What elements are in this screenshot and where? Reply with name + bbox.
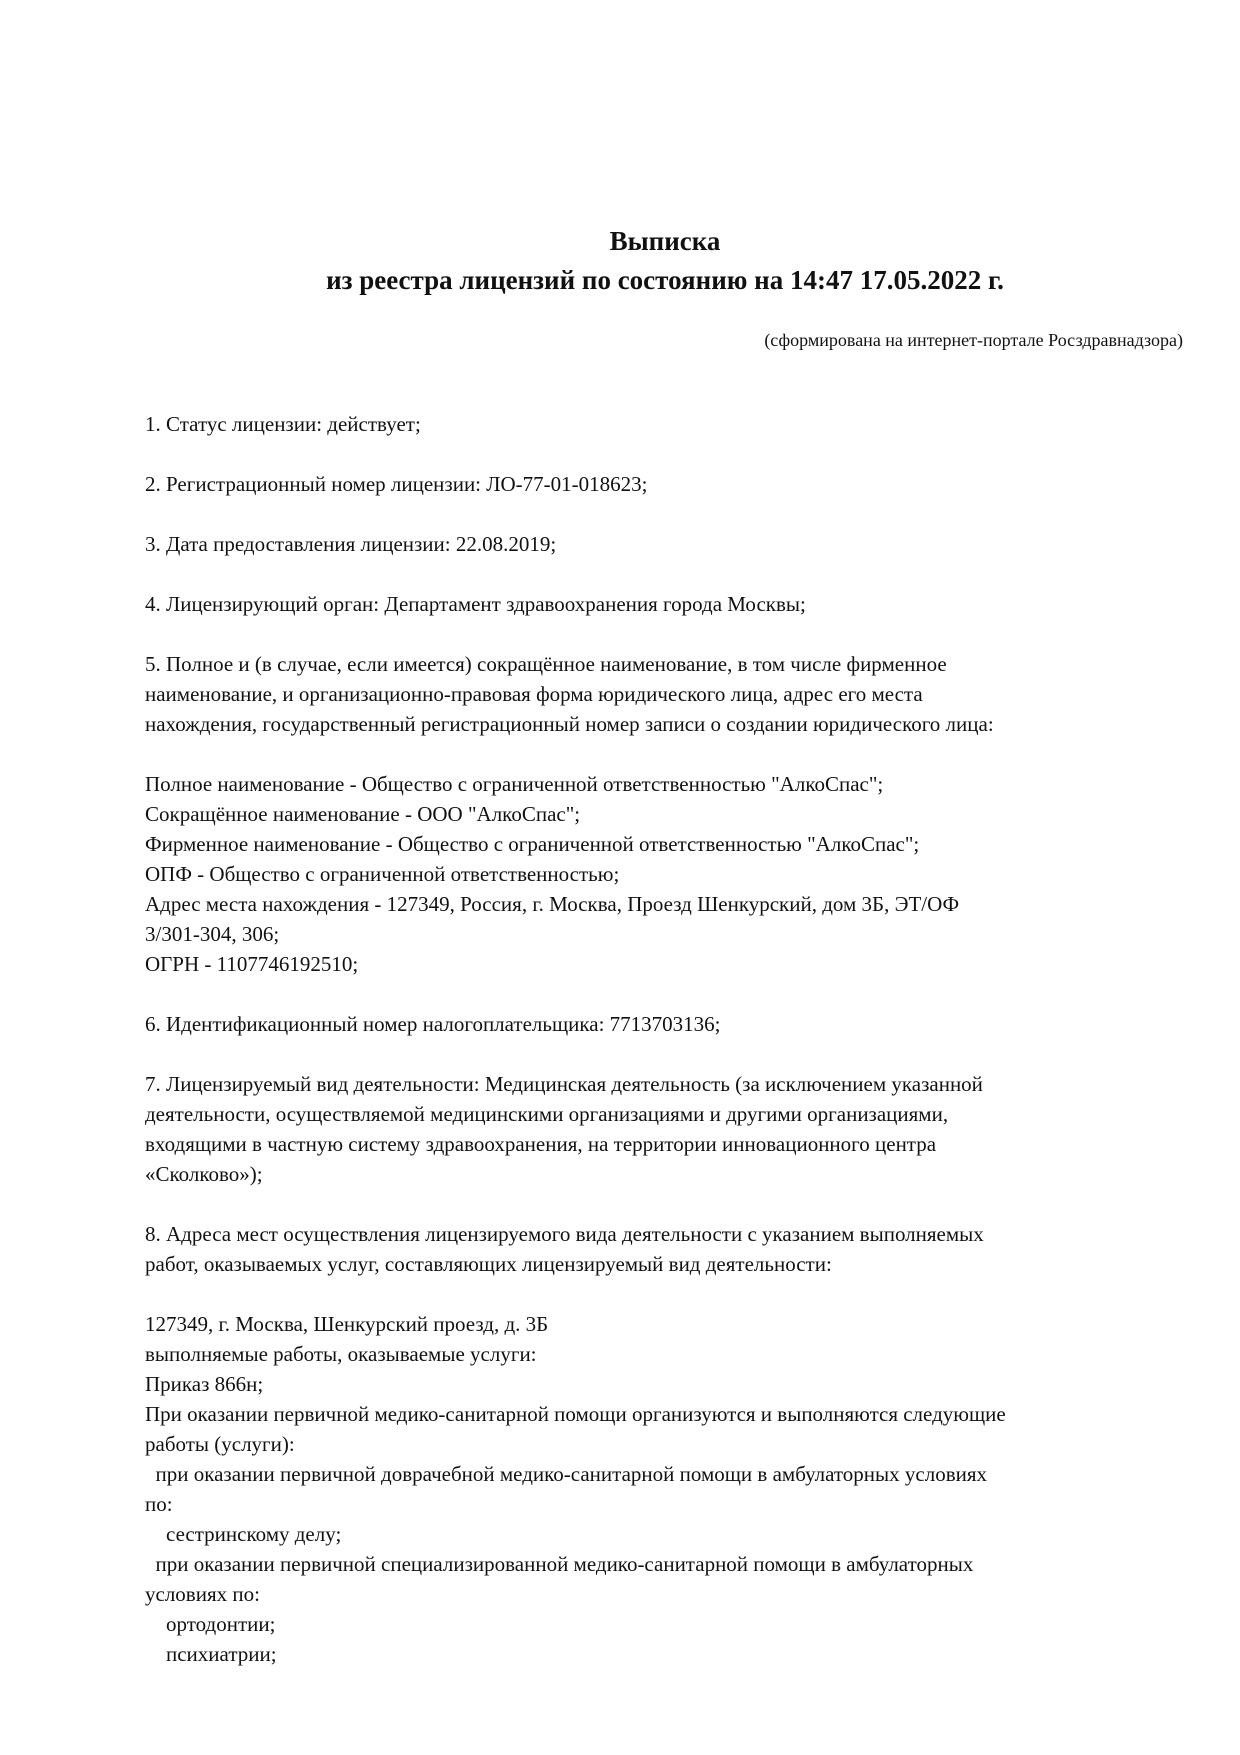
services-heading-line: выполняемые работы, оказываемые услуги: (145, 1342, 537, 1366)
address-line-2: 3/301-304, 306; (145, 922, 280, 946)
specialized-care-line-1: при оказании первичной специализированной медико-санитарной помощи в амбулаторных (145, 1552, 974, 1576)
item-5-line-3: нахождения, государственный регистрационный номер записи о создании юридического лица: (145, 712, 994, 736)
nursing-line: сестринскому делу; (145, 1522, 342, 1546)
primary-care-line-1: При оказании первичной медико-санитарной помощи организуются и выполняются следующие (145, 1402, 1006, 1426)
legal-form-line: ОПФ - Общество с ограниченной ответственностью; (145, 862, 620, 886)
item-4-licensing-body: 4. Лицензирующий орган: Департамент здравоохранения города Москвы; (145, 592, 806, 616)
ogrn-line: ОГРН - 1107746192510; (145, 952, 359, 976)
item-7-line-1: 7. Лицензируемый вид деятельности: Медицинская деятельность (за исключением указанной (145, 1072, 983, 1096)
item-7-line-2: деятельности, осуществляемой медицинскими организациями и другими организациями, (145, 1102, 949, 1126)
brand-name-line: Фирменное наименование - Общество с ограниченной ответственностью "АлкоСпас"; (145, 832, 920, 856)
item-5-line-2: наименование, и организационно-правовая форма юридического лица, адрес его места (145, 682, 923, 706)
item-8-line-1: 8. Адреса мест осуществления лицензируемого вида деятельности с указанием выполняемых (145, 1222, 984, 1246)
primary-care-line-2: работы (услуги): (145, 1432, 295, 1456)
pre-doctor-care-line-2: по: (145, 1492, 173, 1516)
item-3-issue-date: 3. Дата предоставления лицензии: 22.08.2019; (145, 532, 557, 556)
order-line: Приказ 866н; (145, 1372, 264, 1396)
item-7-line-4: «Сколково»); (145, 1162, 263, 1186)
item-6-inn: 6. Идентификационный номер налогоплательщика: 7713703136; (145, 1012, 721, 1036)
item-1-status: 1. Статус лицензии: действует; (145, 412, 421, 436)
psychiatry-line: психиатрии; (145, 1642, 277, 1666)
orthodontics-line: ортодонтии; (145, 1612, 276, 1636)
document-subtitle: из реестра лицензий по состоянию на 14:47 17.05.2022 г. (326, 265, 1004, 295)
source-note: (сформирована на интернет-портале Росздравнадзора) (764, 330, 1183, 350)
item-7-line-3: входящими в частную систему здравоохранения, на территории инновационного центра (145, 1132, 937, 1156)
site-address-line: 127349, г. Москва, Шенкурский проезд, д. 3Б (145, 1312, 549, 1336)
short-name-line: Сокращённое наименование - ООО "АлкоСпас"; (145, 802, 581, 826)
item-5-line-1: 5. Полное и (в случае, если имеется) сокращённое наименование, в том числе фирменное (145, 652, 947, 676)
item-8-line-2: работ, оказываемых услуг, составляющих лицензируемый вид деятельности: (145, 1252, 832, 1276)
document-title: Выписка (609, 226, 721, 256)
specialized-care-line-2: условиях по: (145, 1582, 260, 1606)
pre-doctor-care-line-1: при оказании первичной доврачебной медико-санитарной помощи в амбулаторных условиях (145, 1462, 988, 1486)
item-2-reg-number: 2. Регистрационный номер лицензии: ЛО-77-01-018623; (145, 472, 648, 496)
full-name-line: Полное наименование - Общество с ограниченной ответственностью "АлкоСпас"; (145, 772, 884, 796)
address-line-1: Адрес места нахождения - 127349, Россия, г. Москва, Проезд Шенкурский, дом 3Б, ЭТ/ОФ (145, 892, 960, 916)
